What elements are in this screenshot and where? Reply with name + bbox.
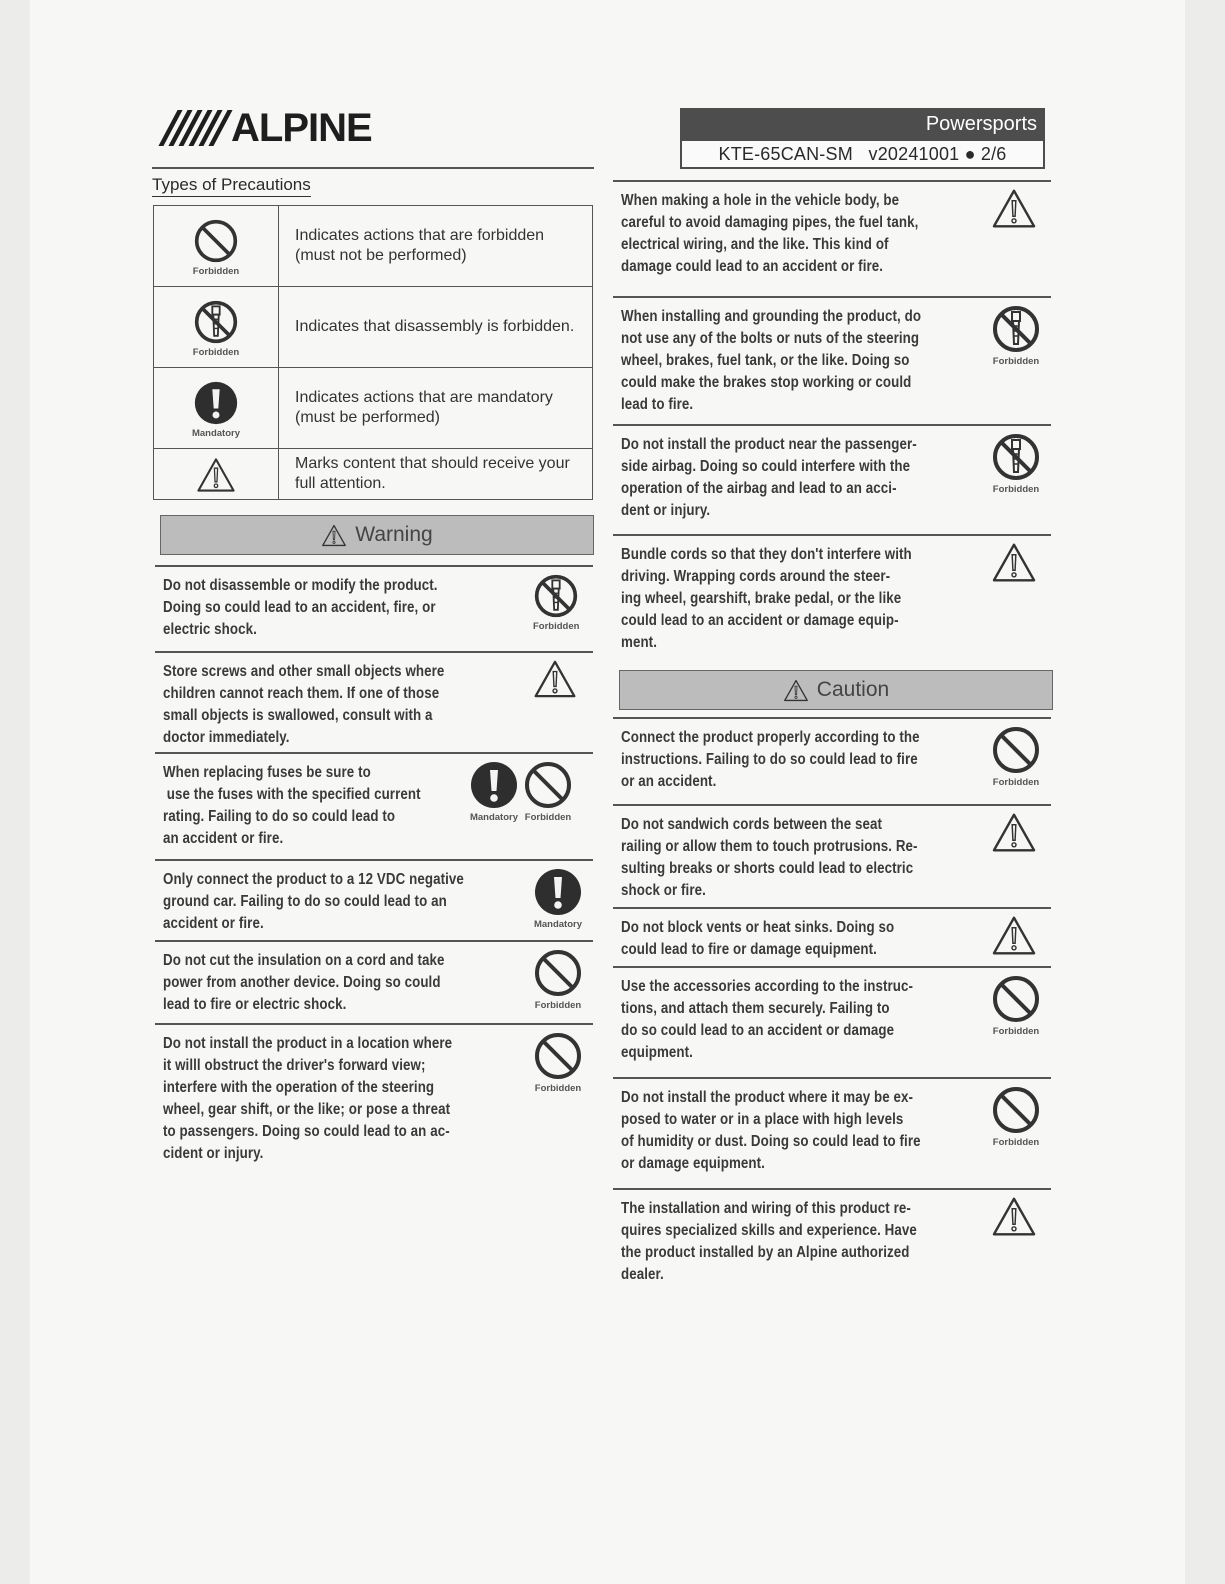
warning-item xyxy=(155,651,593,752)
warning-icons xyxy=(991,542,1037,583)
icon-caption: Forbidden xyxy=(992,484,1040,495)
warning-item xyxy=(155,565,593,651)
icon-caption: Mandatory xyxy=(533,919,583,930)
caution-text: Do not sandwich cords between the seat railing or allow them to touch protrusions. Re- sulting breaks or shorts could lead to electric shock or fire. xyxy=(621,816,918,899)
caution-icons xyxy=(991,725,1041,788)
warning-text: When making a hole in the vehicle body, be careful to avoid damaging pipes, the fuel tank, electrical wiring, and the like. This kind of damage could lead to an accident or fire. xyxy=(621,192,919,275)
warning-triangle-icon xyxy=(991,812,1037,853)
warning-banner xyxy=(160,515,594,555)
icon-caption: Forbidden xyxy=(992,1137,1040,1148)
warning-item xyxy=(155,859,593,939)
alpine-logo xyxy=(168,108,372,148)
caution-icons xyxy=(991,812,1037,853)
icon-caption: Forbidden xyxy=(524,812,572,823)
icon-caption: Forbidden xyxy=(192,346,240,358)
warning-icons xyxy=(533,867,583,930)
model-version-label: KTE-65CAN-SM v20241001 ● 2/6 xyxy=(680,141,1045,169)
forbidden-icon xyxy=(533,1031,583,1081)
caution-banner xyxy=(619,670,1053,710)
warning-icons xyxy=(533,1031,583,1094)
forbidden-icon xyxy=(991,1085,1041,1135)
warning-icons xyxy=(469,760,573,823)
mandatory-icon xyxy=(533,867,583,917)
no-disassembly-icon xyxy=(991,304,1041,354)
warning-item xyxy=(613,534,1051,664)
icon-caption: Forbidden xyxy=(992,356,1040,367)
precaution-type-text: Indicates actions that are mandatory (must be performed) xyxy=(295,389,553,426)
warning-triangle-icon xyxy=(783,679,817,702)
forbidden-icon xyxy=(523,760,573,810)
icon-caption: Forbidden xyxy=(533,621,580,632)
warning-text: Do not install the product in a location where it willl obstruct the driver's forward view; interfere with the operation of the steering wheel, gear shift, or the like; or pose a threat to passengers. Doing so could lead to an ac- cident or injury. xyxy=(163,1035,453,1162)
logo-slashes xyxy=(168,110,223,146)
icon-caption: Forbidden xyxy=(534,1083,582,1094)
warning-icons xyxy=(533,573,579,632)
caution-item xyxy=(613,907,1051,965)
forbidden-icon xyxy=(991,725,1041,775)
warning-item xyxy=(613,180,1051,294)
forbidden-icon xyxy=(991,974,1041,1024)
icon-caption: Forbidden xyxy=(534,1000,582,1011)
no-disassembly-icon xyxy=(193,299,239,345)
warning-title: Warning xyxy=(355,523,433,546)
caution-item xyxy=(613,1077,1051,1187)
category-label: Powersports xyxy=(680,108,1045,141)
warning-text: Only connect the product to a 12 VDC negative ground car. Failing to do so could lead to an accident or fire. xyxy=(163,871,464,932)
icon-caption: Forbidden xyxy=(992,1026,1040,1037)
precaution-types-table xyxy=(153,205,593,500)
product-badge xyxy=(680,108,1045,169)
caution-text: Do not install the product where it may be ex- posed to water or in a place with high levels of humidity or dust. Doing so could lead to fire or damage equipment. xyxy=(621,1089,921,1172)
precaution-type-text: Marks content that should receive your full attention. xyxy=(295,455,570,492)
caution-item xyxy=(613,966,1051,1076)
warning-icons xyxy=(991,188,1037,229)
caution-text: Do not block vents or heat sinks. Doing so could lead to fire or damage equipment. xyxy=(621,919,895,958)
warning-triangle-icon xyxy=(991,1196,1037,1237)
warning-item xyxy=(155,940,593,1022)
warning-item xyxy=(613,424,1051,532)
warning-text: Do not install the product near the passenger- side airbag. Doing so could interfere with the operation of the airbag and lead to an acci- dent or injury. xyxy=(621,436,917,519)
no-disassembly-icon xyxy=(533,573,579,619)
caution-icons xyxy=(991,1196,1037,1237)
warning-text: Do not cut the insulation on a cord and take power from another device. Doing so could lead to fire or electric shock. xyxy=(163,952,445,1013)
warning-triangle-icon xyxy=(196,457,236,493)
icon-caption: Forbidden xyxy=(192,265,240,277)
warning-triangle-icon xyxy=(991,915,1037,956)
warning-triangle-icon xyxy=(321,524,355,547)
warning-triangle-icon xyxy=(533,659,577,699)
caution-item xyxy=(613,1188,1051,1298)
caution-text: Use the accessories according to the instruc- tions, and attach them securely. Failing to do so could lead to an accident or damage equipment. xyxy=(621,978,914,1061)
precaution-type-row xyxy=(154,367,592,448)
warning-icons xyxy=(991,432,1041,495)
caution-text: Connect the product properly according to the instructions. Failing to do so could lead to fire or an accident. xyxy=(621,729,920,790)
warning-triangle-icon xyxy=(991,542,1037,583)
caution-item xyxy=(613,717,1051,805)
mandatory-icon xyxy=(193,380,239,426)
warning-text: Store screws and other small objects where children cannot reach them. If one of those small objects is swallowed, consult with a doctor immediately. xyxy=(163,663,445,746)
precaution-type-row xyxy=(154,286,592,367)
precaution-type-row xyxy=(154,206,592,286)
warning-icons xyxy=(991,304,1041,367)
warning-text: When replacing fuses be sure to use the fuses with the specified current rating. Failing to do so could lead to an accident or fire. xyxy=(163,764,421,847)
caution-icons xyxy=(991,974,1041,1037)
precaution-type-text: Indicates that disassembly is forbidden. xyxy=(295,318,575,335)
caution-text: The installation and wiring of this product re- quires specialized skills and experience. Have the product installed by an Alpine authorized dealer. xyxy=(621,1200,917,1283)
icon-caption: Forbidden xyxy=(992,777,1040,788)
warning-item xyxy=(155,1023,593,1173)
warning-icons xyxy=(533,948,583,1011)
caution-icons xyxy=(991,1085,1041,1148)
caution-item xyxy=(613,804,1051,906)
warning-item xyxy=(613,296,1051,422)
no-disassembly-icon xyxy=(991,432,1041,482)
caution-icons xyxy=(991,915,1037,956)
warning-item xyxy=(155,752,593,856)
warning-icons xyxy=(533,659,577,699)
forbidden-icon xyxy=(193,218,239,264)
forbidden-icon xyxy=(533,948,583,998)
caution-title: Caution xyxy=(816,678,890,701)
header-rule xyxy=(152,167,594,169)
warning-text: Do not disassemble or modify the product. Doing so could lead to an accident, fire, or electric shock. xyxy=(163,577,438,638)
mandatory-icon xyxy=(469,760,519,810)
warning-text: Bundle cords so that they don't interfere with driving. Wrapping cords around the steer- ing wheel, gearshift, brake pedal, or the like could lead to an accident or damage equip- ment. xyxy=(621,546,912,651)
warning-text: When installing and grounding the product, do not use any of the bolts or nuts of the steering wheel, brakes, fuel tank, or the like. Doing so could make the brakes stop working or could lead to fire. xyxy=(621,308,922,413)
warning-triangle-icon xyxy=(991,188,1037,229)
precaution-type-text: Indicates actions that are forbidden (must not be performed) xyxy=(295,227,545,264)
logo-wordmark: ALPINE xyxy=(231,106,372,150)
precaution-type-row xyxy=(154,448,592,499)
icon-caption: Mandatory xyxy=(469,812,519,823)
icon-caption: Mandatory xyxy=(191,427,241,439)
types-of-precautions-title: Types of Precautions xyxy=(152,175,311,197)
